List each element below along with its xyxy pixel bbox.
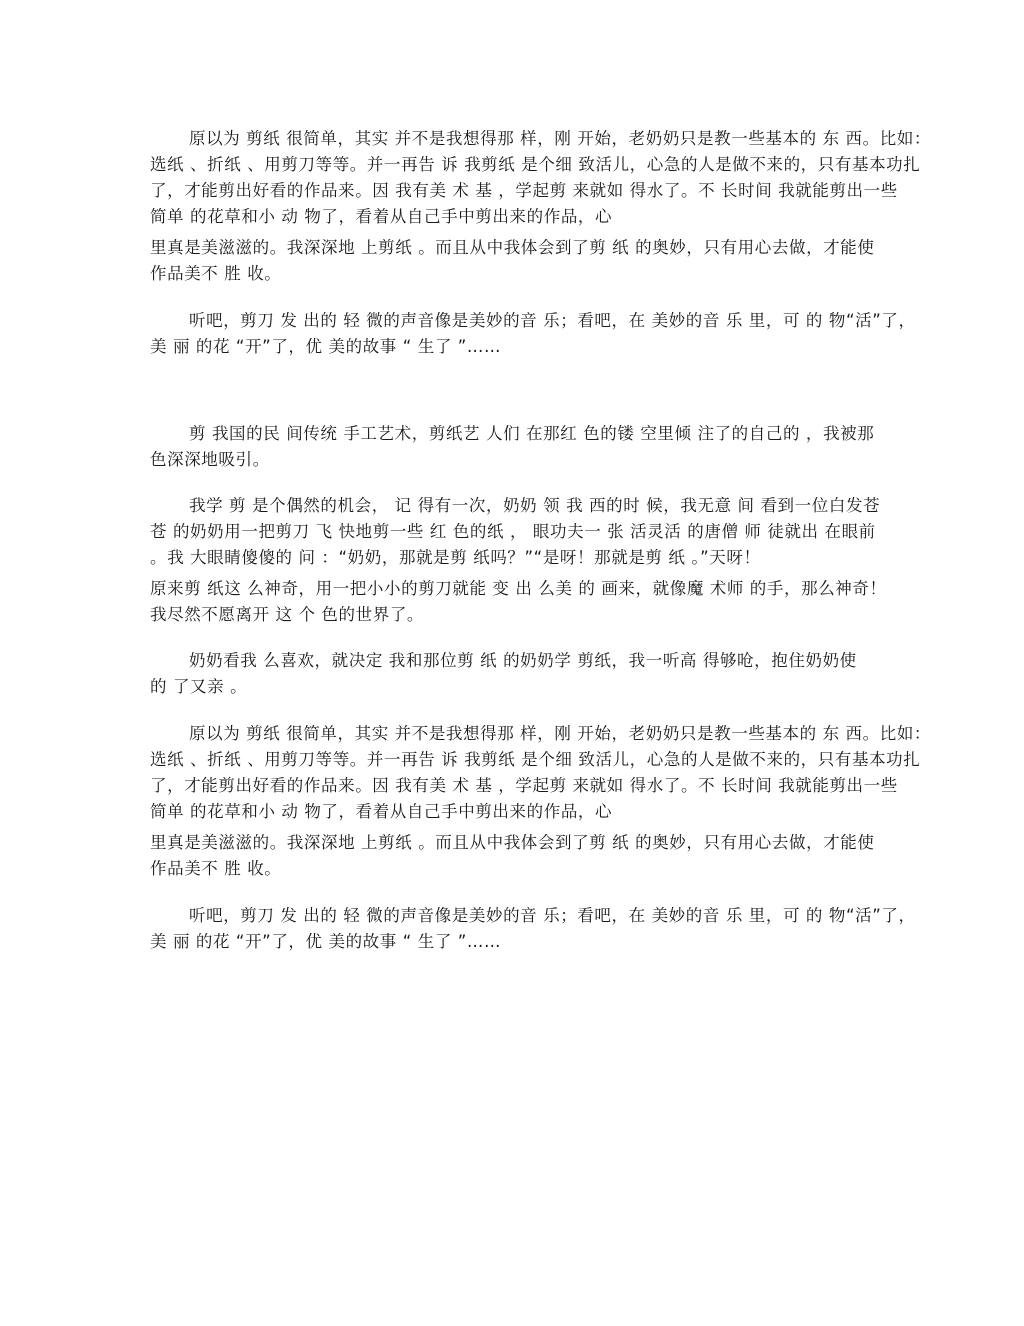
- text-line: 选纸 、折纸 、用剪刀等等。并一再告 诉 我剪纸 是个细 致活儿，心急的人是做不来的，只有基本功扎: [150, 155, 921, 174]
- text-line: 听吧，剪刀 发 出的 轻 微的声音像是美妙的音 乐；看吧，在 美妙的音 乐 里，可 的 物“活”了，: [189, 906, 916, 925]
- text-line: 了，才能剪出好看的作品来。因 我有美 术 基 ，学起剪 来就如 得水了。不 长时间 我就能剪出一些: [150, 181, 898, 200]
- text-line: 了，才能剪出好看的作品来。因 我有美 术 基 ，学起剪 来就如 得水了。不 长时间 我就能剪出一些: [150, 776, 898, 795]
- text-line: 里真是美滋滋的。我深深地 上剪纸 。而且从中我体会到了剪 纸 的奥妙，只有用心去做，才能使: [150, 833, 875, 852]
- text-line: 奶奶看我 么喜欢，就决定 我和那位剪 纸 的奶奶学 剪纸，我一听高 得够呛，抱住奶奶使: [189, 651, 857, 670]
- text-line: 美 丽 的花 “开”了，优 美的故事 “ 生了 ”……: [150, 337, 502, 356]
- text-line: 我尽然不愿离开 这 个 色的世界了。: [150, 605, 425, 624]
- text-line: 。我 大眼睛傻傻的 问 ：“奶奶，那就是剪 纸吗？”“是呀！那就是剪 纸 。”天呀！: [150, 548, 761, 567]
- text-line: 原以为 剪纸 很简单，其实 并不是我想得那 样，刚 开始，老奶奶只是教一些基本的 东 西。比如：: [189, 129, 932, 148]
- text-line: 的 了又亲 。: [150, 677, 248, 696]
- text-line: 简单 的花草和小 动 物了，看着从自己手中剪出来的作品，心: [150, 802, 613, 821]
- text-line: 作品美不 胜 收。: [150, 264, 282, 283]
- text-line: 我学 剪 是个偶然的机会， 记 得有一次，奶奶 领 我 西的时 候，我无意 间 看到一位白发苍: [189, 496, 881, 515]
- text-line: 美 丽 的花 “开”了，优 美的故事 “ 生了 ”……: [150, 932, 502, 951]
- text-line: 色深深地吸引。: [150, 450, 270, 469]
- text-line: 选纸 、折纸 、用剪刀等等。并一再告 诉 我剪纸 是个细 致活儿，心急的人是做不来的，只有基本功扎: [150, 750, 921, 769]
- text-line: 原以为 剪纸 很简单，其实 并不是我想得那 样，刚 开始，老奶奶只是教一些基本的 东 西。比如：: [189, 724, 932, 743]
- text-line: 里真是美滋滋的。我深深地 上剪纸 。而且从中我体会到了剪 纸 的奥妙，只有用心去做，才能使: [150, 238, 875, 257]
- text-line: 听吧，剪刀 发 出的 轻 微的声音像是美妙的音 乐；看吧，在 美妙的音 乐 里，可 的 物“活”了，: [189, 311, 916, 330]
- text-line: 剪 我国的民 间传统 手工艺术，剪纸艺 人们 在那红 色的镂 空里倾 注了的自己的 ，我被那: [189, 424, 875, 443]
- text-line: 作品美不 胜 收。: [150, 859, 282, 878]
- text-line: 苍 的奶奶用一把剪刀 飞 快地剪一些 红 色的纸 ， 眼功夫一 张 活灵活 的唐僧 师 徒就出 在眼前: [150, 522, 876, 541]
- text-line: 简单 的花草和小 动 物了，看着从自己手中剪出来的作品，心: [150, 207, 613, 226]
- text-line: 原来剪 纸这 么神奇，用一把小小的剪刀就能 变 出 么美 的 画来，就像魔 术师 的手，那么神奇！: [150, 579, 887, 598]
